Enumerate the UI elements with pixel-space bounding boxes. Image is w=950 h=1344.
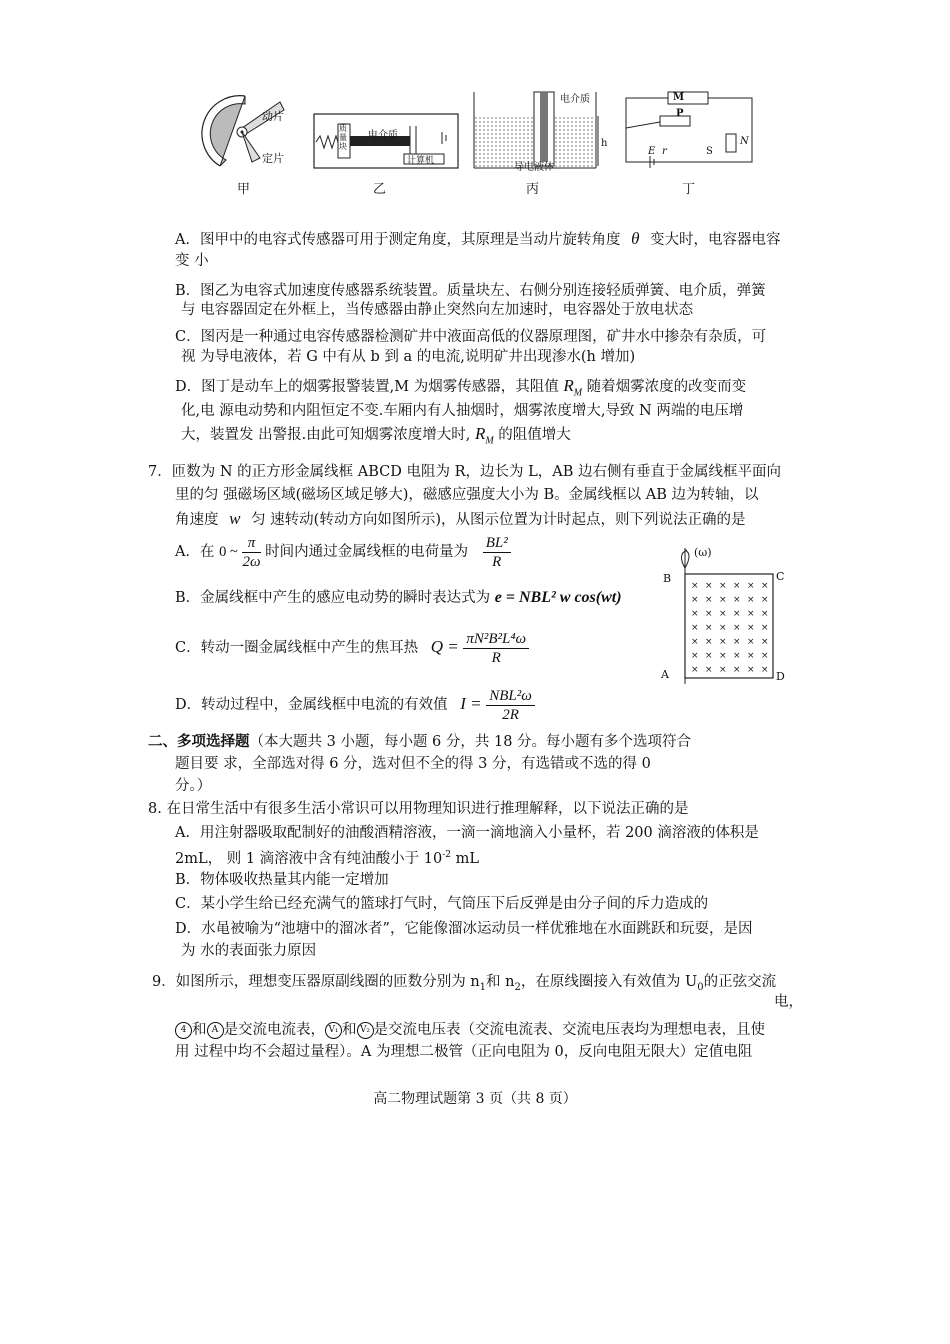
field-cross: × xyxy=(705,609,713,619)
field-cross: × xyxy=(733,595,741,605)
ammeter-4-icon: 4 xyxy=(175,1022,192,1039)
q7-stem-line3: 角速度 w 匀 速转动(转动方向如图所示)，从图示位置为计时起点，则下列说法正确的是 xyxy=(175,509,746,528)
q7-stem-line2: 里的匀 强磁场区域(磁场区域足够大)，磁感应强度大小为 B。金属线框以 AB 边为转轴，以 xyxy=(175,487,759,503)
q6-option-d-line3: 大，装置发 出警报.由此可知烟雾浓度增大时, $R_M$ 的阻值增大 xyxy=(181,424,571,447)
field-cross: × xyxy=(747,609,755,619)
q8-option-c: C．某小学生给已经充满气的篮球打气时，气筒压下后反弹是由分子间的斥力造成的 xyxy=(175,896,709,912)
figure-q7-frame xyxy=(655,548,795,688)
fig-bing-h: h xyxy=(601,138,608,149)
q6-option-a-line1: A．图甲中的电容式传感器可用于测定角度，其原理是当动片旋转角度 θ 变大时，电容器电容 xyxy=(175,229,781,248)
q8-option-d-line2: 为 水的表面张力原因 xyxy=(181,943,317,959)
figure-ding xyxy=(620,90,760,170)
field-cross: × xyxy=(733,623,741,633)
field-cross: × xyxy=(719,637,727,647)
fig-ding-label: 丁 xyxy=(682,182,696,197)
field-cross: × xyxy=(747,665,755,675)
fig-jia-fixed: 定片 xyxy=(262,152,284,165)
q7-fig-B: B xyxy=(663,572,672,585)
q9-line2: 4 和 A 是交流电流表， V₁ 和 V₂ 是交流电压表（交流电流表、交流电压表均为理想电表，且使 xyxy=(175,1020,765,1040)
section-2-desc3: 分。） xyxy=(175,778,212,794)
fig-yi-mass: 质量块 xyxy=(339,124,347,151)
field-cross: × xyxy=(719,665,727,675)
figure-jia xyxy=(200,88,290,188)
q6-option-b-line1: B．图乙为电容式加速度传感器系统装置。质量块左、右侧分别连接轻质弹簧、电介质，弹簧 xyxy=(175,283,766,299)
field-cross: × xyxy=(705,665,713,675)
field-cross: × xyxy=(705,581,713,591)
fig-yi-dielectric: 电介质 xyxy=(368,130,398,141)
field-cross: × xyxy=(761,609,769,619)
q9-line3: 用 过程中均不会超过量程）。A 为理想二极管（正向电阻为 0，反向电阻无限大）定值电阻 xyxy=(175,1044,753,1060)
field-cross: × xyxy=(691,637,699,647)
fig-ding-N: N xyxy=(740,136,749,147)
field-cross: × xyxy=(761,665,769,675)
field-cross: × xyxy=(719,651,727,661)
figure-yi xyxy=(312,112,462,172)
q7-fig-D: D xyxy=(776,670,785,683)
charge-fraction: $\frac{\text{BL²}}{R}$ xyxy=(483,534,511,571)
q6-option-b-line2: 与 电容器固定在外框上，当传感器由静止突然向左加速时，电容器处于放电状态 xyxy=(181,302,694,318)
field-cross: × xyxy=(747,637,755,647)
rm-symbol: $R_M$ xyxy=(563,376,583,399)
fig-jia-label: 甲 xyxy=(237,182,251,197)
fig-yi-computer: 计算机 xyxy=(407,156,435,166)
q6-option-c-line2: 视 为导电液体，若 G 中有从 b 到 a 的电流,说明矿井出现渗水(h 增加) xyxy=(181,349,636,365)
q7-stem-line1: 7．匝数为 N 的正方形金属线框 ABCD 电阻为 R，边长为 L，AB 边右侧有垂直于金属线框平面向 xyxy=(148,464,781,480)
field-cross: × xyxy=(761,623,769,633)
page-footer: 高二物理试题第 3 页（共 8 页） xyxy=(373,1091,577,1107)
field-cross: × xyxy=(733,637,741,647)
q7-option-b: B．金属线框中产生的感应电动势的瞬时表达式为 e = NBL² w cos(wt) xyxy=(175,589,622,606)
q9-line1: 9．如图所示，理想变压器原副线圈的匝数分别为 $n_1$和 $n_2$，在原线圈接入有效值为 $U_0$的正弦交流 xyxy=(152,974,777,993)
q7-option-a: A．在 0 ~ $\frac{\pi}{2\omega}$ 时间内通过金属线框的电荷量为 $\frac{\text{BL²}}{R}$ xyxy=(175,532,511,572)
field-cross: × xyxy=(761,581,769,591)
ammeter-a2-icon: A xyxy=(207,1022,224,1039)
section-2-title: 二、多项选择题 xyxy=(148,734,250,750)
q6-option-c-line1: C．图丙是一种通过电容传感器检测矿井中液面高低的仪器原理图，矿井水中掺杂有杂质，可 xyxy=(175,329,767,345)
current-fraction: $\frac{\text{NBL²ω}}{2R}$ xyxy=(486,687,535,724)
field-cross: × xyxy=(719,595,727,605)
fig-ding-E: E xyxy=(648,146,656,157)
field-cross: × xyxy=(705,623,713,633)
field-cross: × xyxy=(691,665,699,675)
field-cross: × xyxy=(761,595,769,605)
field-cross: × xyxy=(691,581,699,591)
q8-stem: 8. 在日常生活中有很多生活小常识可以用物理知识进行推理解释，以下说法正确的是 xyxy=(148,801,689,817)
rm-symbol-2: $R_M$ xyxy=(474,424,494,447)
q7-option-c: C．转动一圈金属线框中产生的焦耳热 Q = $\frac{\text{πN²B²L⁴ω}}{R}$ xyxy=(175,625,529,670)
fig-yi-label: 乙 xyxy=(373,182,387,197)
field-cross: × xyxy=(691,623,699,633)
fig-ding-r: r xyxy=(662,146,667,157)
theta-symbol: θ xyxy=(631,229,640,248)
field-cross: × xyxy=(691,651,699,661)
field-cross: × xyxy=(747,623,755,633)
field-cross: × xyxy=(733,581,741,591)
field-cross: × xyxy=(733,665,741,675)
fig-bing-label: 丙 xyxy=(526,182,540,197)
field-cross: × xyxy=(705,637,713,647)
q8-option-b: B．物体吸收热量其内能一定增加 xyxy=(175,872,389,888)
field-cross: × xyxy=(691,609,699,619)
voltmeter-v1-icon: V₁ xyxy=(325,1022,342,1039)
q8-option-a-line1: A．用注射器吸取配制好的油酸酒精溶液，一滴一滴地滴入小量杯，若 200 滴溶液的体积是 xyxy=(175,825,759,841)
q9-line1-tail: 电， xyxy=(774,994,803,1010)
q8-option-d-line1: D．水黾被喻为“池塘中的溜冰者”，它能像溜冰运动员一样优雅地在水面跳跃和玩耍，是因 xyxy=(175,921,753,937)
heat-fraction: $\frac{\text{πN²B²L⁴ω}}{R}$ xyxy=(463,630,529,667)
voltmeter-v2-icon: V₂ xyxy=(357,1022,374,1039)
field-cross: × xyxy=(733,651,741,661)
section-2-desc2: 题目要 求，全部选对得 6 分，选对但不全的得 3 分，有选错或不选的得 0 xyxy=(175,756,651,772)
field-cross: × xyxy=(719,609,727,619)
field-cross: × xyxy=(691,595,699,605)
q6-option-d-line2: 化,电 源电动势和内阻恒定不变.车厢内有人抽烟时，烟雾浓度增大,导致 N 两端的电压增 xyxy=(181,403,744,419)
field-cross: × xyxy=(733,609,741,619)
field-cross: × xyxy=(747,581,755,591)
q6-option-a-line2: 变 小 xyxy=(175,253,209,269)
fig-jia-moving: 动片 xyxy=(262,110,284,123)
fig-ding-M: M xyxy=(673,92,685,103)
field-cross: × xyxy=(761,651,769,661)
field-cross: × xyxy=(705,651,713,661)
q7-option-d: D．转动过程中，金属线框中电流的有效值 I = $\frac{\text{NBL²ω}}{2R}$ xyxy=(175,682,535,727)
field-cross: × xyxy=(719,623,727,633)
field-cross: × xyxy=(747,651,755,661)
field-cross: × xyxy=(747,595,755,605)
fig-bing-dielectric: 电介质 xyxy=(560,94,590,105)
q7-fig-A: A xyxy=(661,668,669,681)
fig-ding-S: S xyxy=(706,146,713,157)
field-cross: × xyxy=(761,637,769,647)
field-cross: × xyxy=(719,581,727,591)
fig-bing-liquid: 导电液体 xyxy=(514,162,554,173)
q6-option-d-line1: D．图丁是动车上的烟雾报警装置,M 为烟雾传感器，其阻值 $R_M$ 随着烟雾浓度的改变而变 xyxy=(175,376,747,399)
q8-option-a-line2: 2mL， 则 1 滴溶液中含有纯油酸小于 $10^{-2}$ mL xyxy=(175,850,479,867)
q7-fig-omega: (ω) xyxy=(694,546,712,559)
field-cross: × xyxy=(705,595,713,605)
section-2-header: 二、多项选择题（本大题共 3 小题，每小题 6 分，共 18 分。每小题有多个选项符合 xyxy=(148,734,692,750)
time-fraction: $\frac{\pi}{2\omega}$ xyxy=(242,534,261,570)
fig-ding-P: P xyxy=(676,108,684,119)
q7-fig-C: C xyxy=(776,570,785,583)
